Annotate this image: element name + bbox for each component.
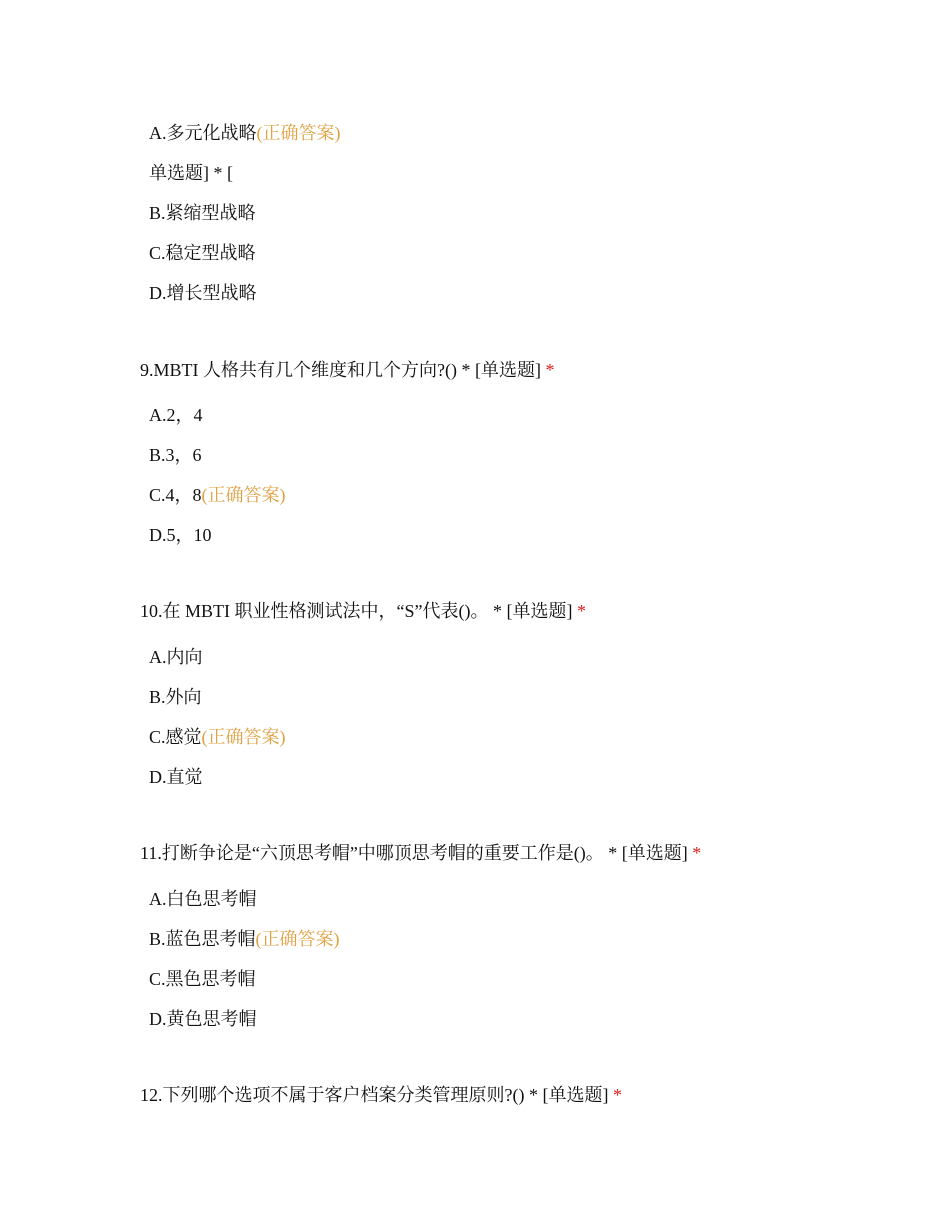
- stray-question-type: [149, 162, 233, 184]
- option-11a: [149, 888, 257, 910]
- option-text: C.稳定型战略: [149, 243, 256, 263]
- option-text: B.蓝色思考帽: [149, 929, 256, 949]
- required-marker: *: [576, 601, 586, 621]
- correct-answer-label: (正确答案): [201, 727, 286, 747]
- option-8d: [149, 282, 257, 304]
- option-10b: [149, 686, 202, 708]
- correct-answer-label: (正确答案): [255, 929, 340, 949]
- question-11: [140, 842, 701, 864]
- question-text: 12.下列哪个选项不属于客户档案分类管理原则?() * [单选题]: [140, 1085, 609, 1105]
- option-9d: [149, 524, 212, 546]
- required-marker: *: [612, 1085, 622, 1105]
- option-8b: [149, 202, 256, 224]
- option-text: D.5，10: [149, 525, 212, 545]
- option-text: D.直觉: [149, 767, 203, 787]
- option-text: A.2，4: [149, 405, 203, 425]
- option-8a: [149, 122, 341, 144]
- option-9c: [149, 484, 286, 506]
- option-text: C.黑色思考帽: [149, 969, 256, 989]
- option-text: B.3，6: [149, 445, 202, 465]
- option-text: 单选题] * [: [149, 163, 233, 183]
- option-text: A.白色思考帽: [149, 889, 257, 909]
- question-9: [140, 359, 554, 381]
- option-9a: [149, 404, 203, 426]
- option-text: A.内向: [149, 647, 203, 667]
- question-10: [140, 600, 586, 622]
- option-text: B.外向: [149, 687, 202, 707]
- option-9b: [149, 444, 202, 466]
- question-text: 11.打断争论是“六顶思考帽”中哪顶思考帽的重要工作是()。 * [单选题]: [140, 843, 688, 863]
- option-11c: [149, 968, 256, 990]
- option-10c: [149, 726, 286, 748]
- required-marker: *: [692, 843, 702, 863]
- option-10d: [149, 766, 203, 788]
- correct-answer-label: (正确答案): [256, 123, 341, 143]
- option-11b: [149, 928, 340, 950]
- option-text: D.黄色思考帽: [149, 1009, 257, 1029]
- option-text: C.感觉: [149, 727, 202, 747]
- option-text: C.4，8: [149, 485, 202, 505]
- option-text: A.多元化战略: [149, 123, 257, 143]
- option-10a: [149, 646, 203, 668]
- question-text: 9.MBTI 人格共有几个维度和几个方向?() * [单选题]: [140, 360, 541, 380]
- option-text: B.紧缩型战略: [149, 203, 256, 223]
- correct-answer-label: (正确答案): [201, 485, 286, 505]
- required-marker: *: [545, 360, 555, 380]
- question-12: [140, 1084, 622, 1106]
- option-8c: [149, 242, 256, 264]
- option-text: D.增长型战略: [149, 283, 257, 303]
- option-11d: [149, 1008, 257, 1030]
- question-text: 10.在 MBTI 职业性格测试法中，“S”代表()。 * [单选题]: [140, 601, 573, 621]
